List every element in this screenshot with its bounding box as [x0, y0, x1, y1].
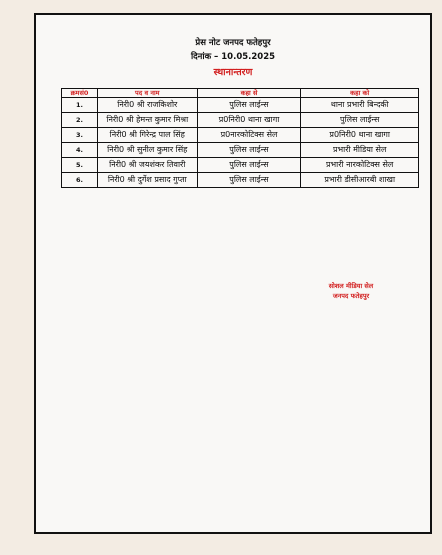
row-name: निरी0 श्री दुर्गेश प्रसाद गुप्ता	[97, 173, 197, 188]
row-to: प्र0निरी0 थाना खागा	[301, 128, 419, 143]
table-row	[62, 113, 419, 128]
press-note-title: प्रेस नोट जनपद फतेहपुर	[195, 38, 271, 48]
table-row	[62, 128, 419, 143]
signature-line-2: जनपद फतेहपुर	[332, 292, 370, 300]
row-to: थाना प्रभारी बिन्दकी	[301, 98, 419, 113]
row-from: प्र0नारकोटिक्स सेल	[197, 128, 301, 143]
press-note-date: दिनांक – 10.05.2025	[190, 52, 276, 62]
row-serial: 4.	[62, 143, 98, 158]
row-from: पुलिस लाईन्स	[197, 98, 301, 113]
row-serial: 6.	[62, 173, 98, 188]
press-note-subject: स्थानान्तरण	[213, 67, 253, 78]
row-from: प्र0निरी0 थाना खागा	[197, 113, 301, 128]
signature-line-1: सोशल मीडिया सेल	[328, 282, 374, 290]
signature-block	[306, 281, 396, 301]
table-row	[62, 173, 419, 188]
row-name: निरी0 श्री सुनील कुमार सिंह	[97, 143, 197, 158]
table-row	[62, 158, 419, 173]
row-name: निरी0 श्री हेमन्त कुमार मिश्रा	[97, 113, 197, 128]
column-header-from: कहा से	[197, 89, 301, 98]
document-background	[8, 4, 434, 551]
row-serial: 2.	[62, 113, 98, 128]
row-serial: 1.	[62, 98, 98, 113]
row-to: प्रभारी नारकोटिक्स सेल	[301, 158, 419, 173]
transfer-table	[61, 88, 419, 188]
row-to: पुलिस लाईन्स	[301, 113, 419, 128]
row-name: निरी0 श्री गिरेन्द्र पाल सिंह	[97, 128, 197, 143]
row-from: पुलिस लाईन्स	[197, 173, 301, 188]
row-name: निरी0 श्री राजकिशोर	[97, 98, 197, 113]
row-name: निरी0 श्री जयशंकर तिवारी	[97, 158, 197, 173]
row-to: प्रभारी मीडिया सेल	[301, 143, 419, 158]
column-header-serial: क्रमसं0	[62, 89, 98, 98]
row-from: पुलिस लाईन्स	[197, 158, 301, 173]
row-to: प्रभारी डीसीआरबी शाखा	[301, 173, 419, 188]
column-header-to: कहा को	[301, 89, 419, 98]
table-row	[62, 143, 419, 158]
row-from: पुलिस लाईन्स	[197, 143, 301, 158]
row-serial: 5.	[62, 158, 98, 173]
table-header-row	[62, 89, 419, 98]
row-serial: 3.	[62, 128, 98, 143]
column-header-name: पद व नाम	[97, 89, 197, 98]
table-row	[62, 98, 419, 113]
press-note-page	[34, 13, 432, 534]
